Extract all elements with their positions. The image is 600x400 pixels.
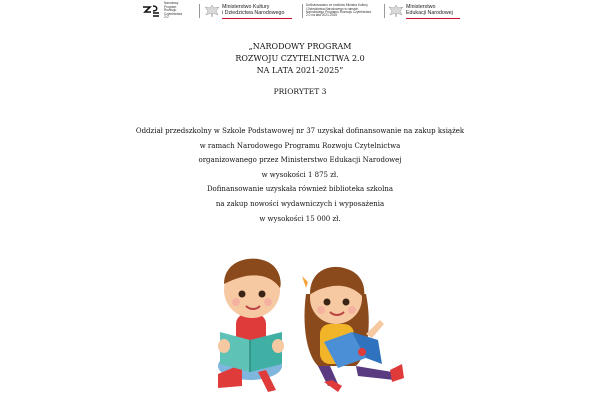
eagle-emblem-icon [204,4,220,18]
announcement-line: Dofinansowanie uzyskała również biblioteka szkolna [206,185,394,194]
logo-separator [384,4,385,18]
announcement-text [0,124,600,226]
men-logo-text: Ministerstwo Edukacji Narodowej [406,4,453,16]
mkidn-accent-line [222,18,292,20]
mkidn-logo-text: Ministerstwo Kultury i Dziedzictwa Narodowego [222,4,285,16]
boy-reading-figure [218,259,284,392]
nprc-emblem-icon [142,4,162,18]
announcement-line: Oddział przedszkolny w Szkole Podstawowej nr 37 uzyskał dofinansowanie na zakup książek [135,127,465,135]
announcement-line: na zakup nowości wydawniczych i wyposażenia [215,199,385,208]
announcement-line: w wysokości 1 875 zł. [261,170,339,179]
announcement-line: organizowanego przez Ministerstwo Edukacji Narodowej [198,156,402,165]
title-line-1: „NARODOWY PROGRAM [248,42,352,51]
funding-note-text: Dofinansowano ze środków Ministra Kultury i Dziedzictwa Narodowego w ramach Narodowego Programu Rozwoju Czytelnictwa 2.0 na lata 2021-2025 [306,3,371,18]
men-accent-line [406,18,460,20]
program-title [0,41,600,76]
funding-note [306,2,382,20]
mkidn-logo [204,2,300,20]
men-logo [388,2,462,20]
logo-separator [302,4,303,18]
kids-reading-illustration [206,254,406,396]
logo-separator [199,4,200,18]
nprc-logo [142,2,194,20]
priority-label: PRIORYTET 3 [273,87,327,96]
eagle-emblem-icon [388,4,404,18]
nprc-logo-text: Narodowy Program Rozwoju Czytelnictwa 2.0 [164,1,182,20]
announcement-line: w wysokości 15 000 zł. [259,214,341,223]
title-line-3: NA LATA 2021-2025” [256,65,344,75]
girl-reading-figure [302,267,404,392]
title-line-2: ROZWOJU CZYTELNICTWA 2.0 [235,53,365,63]
logo-bar [142,2,462,20]
announcement-line: w ramach Narodowego Programu Rozwoju Czytelnictwa [199,141,401,150]
